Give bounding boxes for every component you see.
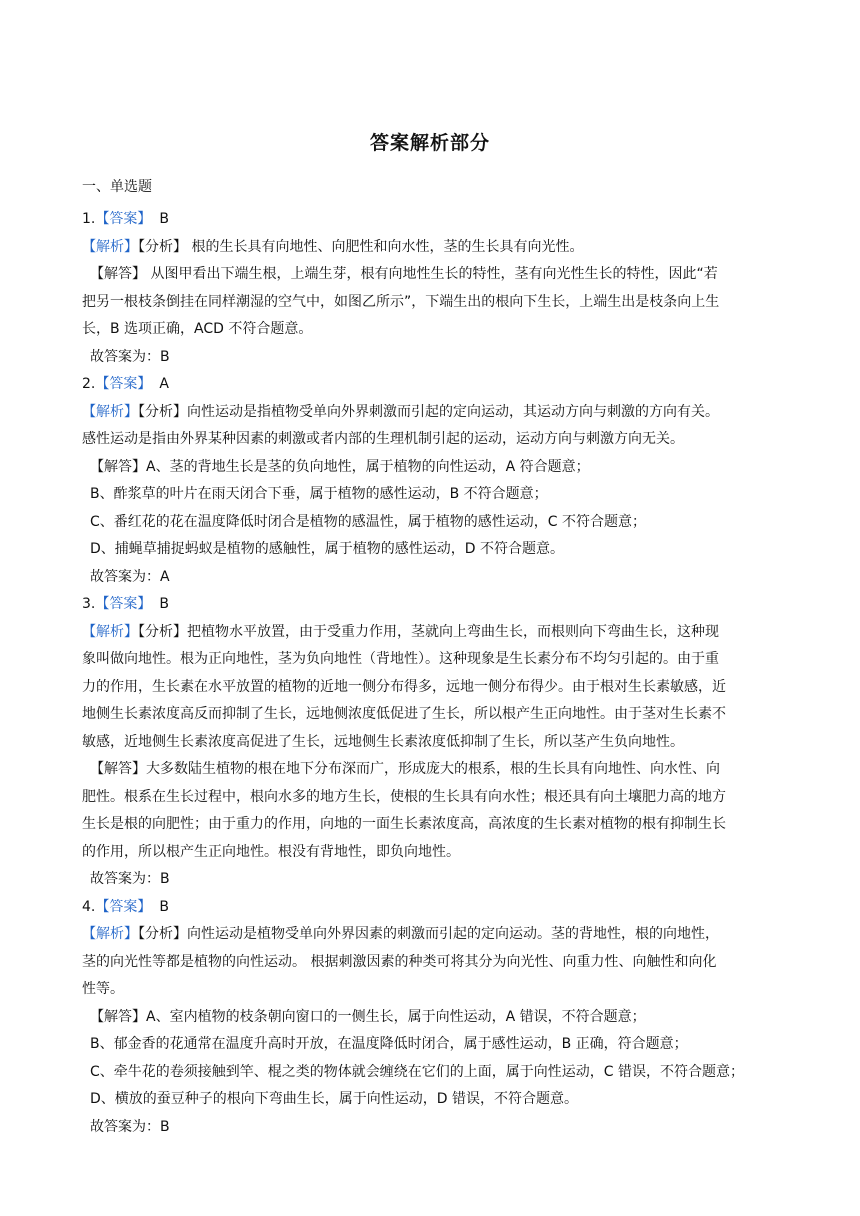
analysis-tag: 【解析】 <box>82 403 138 420</box>
final-answer: 故答案为：B <box>90 871 170 887</box>
analysis-line <box>82 399 782 427</box>
answer-tag: 【答案】 <box>95 211 152 227</box>
answer-tag: 【答案】 <box>95 898 152 915</box>
answer-value: B <box>159 898 169 915</box>
page-title: 答案解析部分 <box>369 132 490 154</box>
analysis-text: 【分析】向性运动是指植物受单向外界刺激而引起的定向运动，其运动方向与刺激的方向有关。 <box>138 403 719 420</box>
analysis-tag: 【解析】 <box>82 623 138 640</box>
answer-line <box>82 591 782 619</box>
answer-value: A <box>159 376 169 392</box>
analysis-text: 【分析】向性运动是植物受单向外界因素的刺激而引起的定向运动。茎的背地性，根的向地性， <box>138 926 719 942</box>
question-number: 1. <box>82 211 96 227</box>
analysis-line: 地侧生长素浓度高反而抑制了生长，远地侧浓度低促进了生长，所以根产生正向地性。由于茎对生长素不 <box>82 706 726 722</box>
solution-line: B、郁金香的花通常在温度升高时开放，在温度降低时闭合，属于感性运动，B 正确，符合题意； <box>90 1036 688 1052</box>
analysis-line: 力的作用，生长素在水平放置的植物的近地一侧分布得多，远地一侧分布得少。由于根对生长素敏感，近 <box>82 678 726 695</box>
solution-line: 【解答】大多数陆生植物的根在地下分布深而广，形成庞大的根系，根的生长具有向地性、向水性、向 <box>90 761 720 777</box>
analysis-line: 敏感，近地侧生长素浓度高促进了生长，远地侧生长素浓度低抑制了生长，所以茎产生负向地性。 <box>82 733 684 750</box>
answer-value: B <box>159 596 169 612</box>
analysis-line <box>82 921 782 949</box>
answer-value: B <box>159 211 169 227</box>
solution-line: C、牵牛花的卷须接触到竿、棍之类的物体就会缠绕在它们的上面，属于向性运动，C 错误，不符合题意； <box>90 1063 744 1080</box>
question-number: 2. <box>82 376 96 392</box>
solution-line: D、捕蝇草捕捉蚂蚁是植物的感触性，属于植物的感性运动，D 不符合题意。 <box>90 541 565 557</box>
analysis-text: 【分析】 根的生长具有向地性、向肥性和向水性，茎的生长具有向光性。 <box>138 238 584 255</box>
analysis-line: 性等。 <box>82 981 124 997</box>
question-number: 3. <box>82 596 96 612</box>
answer-line <box>82 206 782 234</box>
question-number: 4. <box>82 898 96 915</box>
answer-tag: 【答案】 <box>95 596 152 612</box>
answer-line <box>82 894 782 922</box>
solution-line: 把另一根枝条倒挂在同样潮湿的空气中，如图乙所示”，下端生出的根向下生长，上端生出是枝条向上生 <box>82 293 720 310</box>
final-answer: 故答案为：B <box>90 348 170 365</box>
final-answer: 故答案为：A <box>90 568 170 585</box>
solution-line: 的作用，所以根产生正向地性。根没有背地性，即负向地性。 <box>82 843 460 860</box>
analysis-tag: 【解析】 <box>82 238 138 255</box>
final-answer: 故答案为：B <box>90 1118 170 1135</box>
solution-line: 【解答】 从图甲看出下端生根，上端生芽，根有向地性生长的特性，茎有向光性生长的特性，因此“若 <box>90 266 718 282</box>
analysis-line: 象叫做向地性。根为正向地性，茎为负向地性（背地性）。这种现象是生长素分布不均匀引起的。由于重 <box>82 651 719 667</box>
analysis-line: 茎的向光性等都是植物的向性运动。 根据刺激因素的种类可将其分为向光性、向重力性、向触性和向化 <box>82 953 717 970</box>
analysis-tag: 【解析】 <box>82 926 138 942</box>
answer-content <box>82 206 782 1141</box>
solution-line: 【解答】A、室内植物的枝条朝向窗口的一侧生长，属于向性运动，A 错误，不符合题意； <box>90 1008 646 1025</box>
analysis-line: 感性运动是指由外界某种因素的刺激或者内部的生理机制引起的运动，运动方向与刺激方向无关。 <box>82 431 684 447</box>
analysis-line <box>82 234 782 262</box>
solution-line: B、酢浆草的叶片在雨天闭合下垂，属于植物的感性运动，B 不符合题意； <box>90 486 548 502</box>
answer-line <box>82 371 782 399</box>
solution-line: 肥性。根系在生长过程中，根向水多的地方生长，使根的生长具有向水性；根还具有向土壤肥力高的地方 <box>82 788 726 805</box>
solution-line: D、横放的蚕豆种子的根向下弯曲生长，属于向性运动，D 错误，不符合题意。 <box>90 1091 579 1107</box>
solution-line: C、番红花的花在温度降低时闭合是植物的感温性，属于植物的感性运动，C 不符合题意； <box>90 513 646 530</box>
analysis-text: 【分析】把植物水平放置，由于受重力作用，茎就向上弯曲生长，而根则向下弯曲生长，这种现 <box>138 623 719 640</box>
solution-line: 长，B 选项正确，ACD 不符合题意。 <box>82 321 313 337</box>
solution-line: 【解答】A、茎的背地生长是茎的负向地性，属于植物的向性运动，A 符合题意； <box>90 458 590 475</box>
section-heading: 一、单选题 <box>82 179 152 195</box>
solution-line: 生长是根的向肥性；由于重力的作用，向地的一面生长素浓度高，高浓度的生长素对植物的根有抑制生长 <box>82 816 726 832</box>
answer-tag: 【答案】 <box>95 376 152 392</box>
analysis-line <box>82 619 782 647</box>
